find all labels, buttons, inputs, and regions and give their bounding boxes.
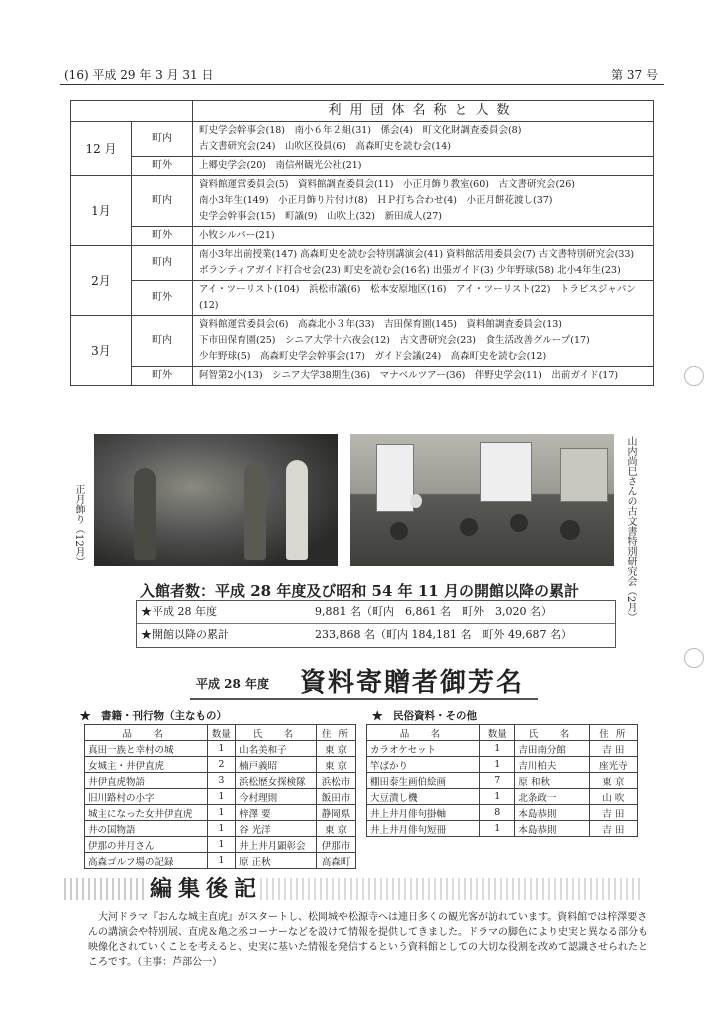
area-label-local: 町内 <box>132 246 193 281</box>
quantity: 3 <box>207 773 236 789</box>
donor-address: 東 京 <box>316 757 355 773</box>
person <box>244 462 266 560</box>
quantity: 1 <box>480 757 515 773</box>
person <box>134 468 156 560</box>
groups-local: 資料館運営委員会(6) 高森北小３年(33) 吉田保育園(145) 資料館調査委員会(13) 下市田保育園(25) シニア大学十六夜会(12) 古文書研究会(23) 食生活改善グループ(17) 少年野球(5) 高森町史学会幹事会(17) ガイド会議(24) 高森町史を読む会(12) <box>193 316 654 367</box>
usage-table-header <box>71 101 654 122</box>
attendee <box>460 518 478 536</box>
editorial-decoration <box>64 878 146 900</box>
table-row <box>367 821 638 837</box>
donor-title-rule <box>190 698 538 700</box>
quantity: 1 <box>207 741 236 757</box>
area-label-outside: 町外 <box>132 227 193 246</box>
visitor-row-cumulative <box>137 624 615 646</box>
donor-name: 山名美和子 <box>236 741 317 757</box>
header-rule <box>60 84 664 85</box>
quantity: 1 <box>207 789 236 805</box>
col-addr: 住 所 <box>589 725 637 741</box>
col-qty: 数量 <box>207 725 236 741</box>
usage-row-local <box>71 176 654 227</box>
item-name: 竿ばかり <box>367 757 480 773</box>
item-name: 旧川路村の小字 <box>85 789 208 805</box>
donor-address: 飯田市 <box>316 789 355 805</box>
wall-poster <box>376 444 414 512</box>
col-name: 氏 名 <box>515 725 589 741</box>
donor-address: 静岡県 <box>316 805 355 821</box>
binder-hole <box>684 366 704 386</box>
folk-donor-table <box>366 724 638 837</box>
donor-name: 原 和秋 <box>515 773 589 789</box>
groups-outside: 阿智第2小(13) シニア大学38期生(36) マナベルツアー(36) 伴野史学会(11) 出前ガイド(17) <box>193 367 654 386</box>
donor-name: 梓澤 要 <box>236 805 317 821</box>
item-name: 伊那の井月さん <box>85 837 208 853</box>
col-addr: 住 所 <box>316 725 355 741</box>
donor-name: 本島恭則 <box>515 805 589 821</box>
quantity: 1 <box>207 821 236 837</box>
usage-table <box>70 100 654 386</box>
usage-row-outside <box>71 281 654 316</box>
table-row <box>85 773 356 789</box>
donor-name: 本島恭則 <box>515 821 589 837</box>
books-heading: ★ 書籍・刊行物（主なもの） <box>80 710 227 722</box>
books-donor-table <box>84 724 356 869</box>
col-qty: 数量 <box>480 725 515 741</box>
visitor-row-value: 233,868 名（町内 184,181 名 町外 49,687 名） <box>315 628 572 641</box>
donor-name: 北条政一 <box>515 789 589 805</box>
donor-address: 東 京 <box>316 821 355 837</box>
binder-hole <box>684 648 704 668</box>
folk-heading: ★ 民俗資料・その他 <box>372 710 477 722</box>
donor-name: 今村理則 <box>236 789 317 805</box>
item-name: 棚田泰生画伯絵画 <box>367 773 480 789</box>
visitor-row-label: ★開館以降の累計 <box>141 628 229 641</box>
table-row <box>367 805 638 821</box>
donor-address: 浜松市 <box>316 773 355 789</box>
usage-row-local <box>71 122 654 157</box>
table-row <box>85 805 356 821</box>
photo1-caption: 正月飾り（12月） <box>73 484 84 567</box>
donor-address: 山 吹 <box>589 789 637 805</box>
table-header-row <box>367 725 638 741</box>
area-label-local: 町内 <box>132 122 193 157</box>
donor-section-title: 資料寄贈者御芳名 <box>300 668 525 698</box>
new-year-decoration-photo <box>94 434 338 566</box>
area-label-local: 町内 <box>132 176 193 227</box>
table-row <box>85 741 356 757</box>
donor-name: 楠戸義昭 <box>236 757 317 773</box>
person <box>286 460 308 560</box>
col-item: 品 名 <box>85 725 208 741</box>
item-name: 真田一族と幸村の城 <box>85 741 208 757</box>
editorial-title: 編集後記 <box>150 876 263 902</box>
month-label: 1月 <box>71 176 132 246</box>
donor-name: 原 正秋 <box>236 853 317 869</box>
quantity: 1 <box>480 789 515 805</box>
donor-address: 伊那市 <box>316 837 355 853</box>
area-label-outside: 町外 <box>132 281 193 316</box>
quantity: 1 <box>207 853 236 869</box>
donor-address: 東 京 <box>589 773 637 789</box>
attendee <box>510 514 528 532</box>
wall-map <box>560 448 608 502</box>
table-header-row <box>85 725 356 741</box>
area-label-outside: 町外 <box>132 367 193 386</box>
item-name: 井上井月俳句短冊 <box>367 821 480 837</box>
usage-row-outside <box>71 227 654 246</box>
donor-fiscal-year: 平成 28 年度 <box>196 677 270 691</box>
editorial-body: 大河ドラマ『おんな城主直虎』がスタートし、松岡城や松源寺へは連日多くの観光客が訪れています。資料館では梓澤要さんの講演会や特別展、直虎＆亀之丞コーナーなどを設けて情報を提供してきました。ドラマの脚色により史実と異なる部分も映像化されていくことを考えると、史実に基いた情報を発信するという資料館としての大切な役割を改めて認識させられたところです。（主事：芦部公一） <box>88 912 648 968</box>
table-row <box>85 837 356 853</box>
usage-row-outside <box>71 157 654 176</box>
table-row <box>85 853 356 869</box>
table-row <box>367 741 638 757</box>
table-row <box>367 789 638 805</box>
month-label: 2月 <box>71 246 132 316</box>
donor-name: 吉川柏夫 <box>515 757 589 773</box>
donor-address: 高森町 <box>316 853 355 869</box>
visitor-row-value: 9,881 名（町内 6,861 名 町外 3,020 名） <box>315 605 552 618</box>
table-row <box>85 789 356 805</box>
quantity: 1 <box>480 821 515 837</box>
donor-name: 浜松歴女探検隊 <box>236 773 317 789</box>
attendee <box>390 522 408 540</box>
quantity: 1 <box>480 741 515 757</box>
donor-address: 座光寺 <box>589 757 637 773</box>
issue-date: (16) 平成 29 年 3 月 31 日 <box>64 68 214 82</box>
photo2-caption: 山内尚巳さんの古文書特別研究会（2月） <box>625 436 636 623</box>
speaker <box>410 494 422 508</box>
donor-address: 吉 田 <box>589 805 637 821</box>
quantity: 7 <box>480 773 515 789</box>
month-label: 12 月 <box>71 122 132 176</box>
usage-row-local <box>71 316 654 367</box>
study-session-photo <box>350 434 614 566</box>
table-row <box>85 821 356 837</box>
groups-outside: 小牧シルバー(21) <box>193 227 654 246</box>
item-name: 井上井月俳句掛軸 <box>367 805 480 821</box>
month-label: 3月 <box>71 316 132 386</box>
usage-row-local <box>71 246 654 281</box>
table-row <box>367 773 638 789</box>
item-name: 城主になった女井伊直虎 <box>85 805 208 821</box>
groups-local: 町史学会幹事会(18) 南小６年２組(31) 係会(4) 町文化財調査委員会(8) 古文書研究会(24) 山吹区役員(6) 高森町史を読む会(14) <box>193 122 654 157</box>
donor-name: 谷 光洋 <box>236 821 317 837</box>
visitor-count-box <box>136 600 616 648</box>
visitor-row-label: ★平成 28 年度 <box>141 605 217 618</box>
groups-outside: アイ・ツーリスト(104) 浜松市議(6) 松本安原地区(16) アイ・ツーリスト(22) トラビスジャパン(12) <box>193 281 654 316</box>
wall-poster <box>480 442 532 502</box>
donor-address: 吉 田 <box>589 741 637 757</box>
table-row <box>367 757 638 773</box>
item-name: カラオケセット <box>367 741 480 757</box>
col-item: 品 名 <box>367 725 480 741</box>
item-name: 井の国物語 <box>85 821 208 837</box>
area-label-outside: 町外 <box>132 157 193 176</box>
groups-local: 資料館運営委員会(5) 資料館調査委員会(11) 小正月飾り教室(60) 古文書研究会(26) 南小3年生(149) 小正月飾り片付け(8) ＨＰ打ち合わせ(4) 小正月餅花渡し(37) 史学会幹事会(15) 町議(9) 山吹上(32) 新田成人(27) <box>193 176 654 227</box>
donor-name: 吉田南分館 <box>515 741 589 757</box>
quantity: 1 <box>207 805 236 821</box>
donor-address: 東 京 <box>316 741 355 757</box>
usage-table-title: 利用団体名称と人数 <box>193 101 654 122</box>
item-name: 大豆潰し機 <box>367 789 480 805</box>
donor-name: 井上井月顕彰会 <box>236 837 317 853</box>
visitor-count-title: 入館者数：平成 28 年度及び昭和 54 年 11 月の開館以降の累計 <box>140 582 579 600</box>
table-row <box>85 757 356 773</box>
quantity: 2 <box>207 757 236 773</box>
groups-outside: 上郷史学会(20) 南信州観光公社(21) <box>193 157 654 176</box>
area-label-local: 町内 <box>132 316 193 367</box>
quantity: 1 <box>207 837 236 853</box>
item-name: 女城主・井伊直虎 <box>85 757 208 773</box>
attendee <box>560 520 580 540</box>
donor-address: 吉 田 <box>589 821 637 837</box>
col-name: 氏 名 <box>236 725 317 741</box>
quantity: 8 <box>480 805 515 821</box>
item-name: 高森ゴルフ場の記録 <box>85 853 208 869</box>
issue-number: 第 37 号 <box>611 68 658 82</box>
visitor-row-fy28 <box>137 601 615 624</box>
editorial-decoration <box>260 878 640 900</box>
item-name: 井伊直虎物語 <box>85 773 208 789</box>
groups-local: 南小3年出前授業(147) 高森町史を読む会特別講演会(41) 資料館活用委員会(7) 古文書特別研究会(33) ボランティアガイド打合せ会(23) 町史を読む会(16名) 出張ガイド(3) 少年野球(58) 北小4年生(23) <box>193 246 654 281</box>
usage-row-outside <box>71 367 654 386</box>
